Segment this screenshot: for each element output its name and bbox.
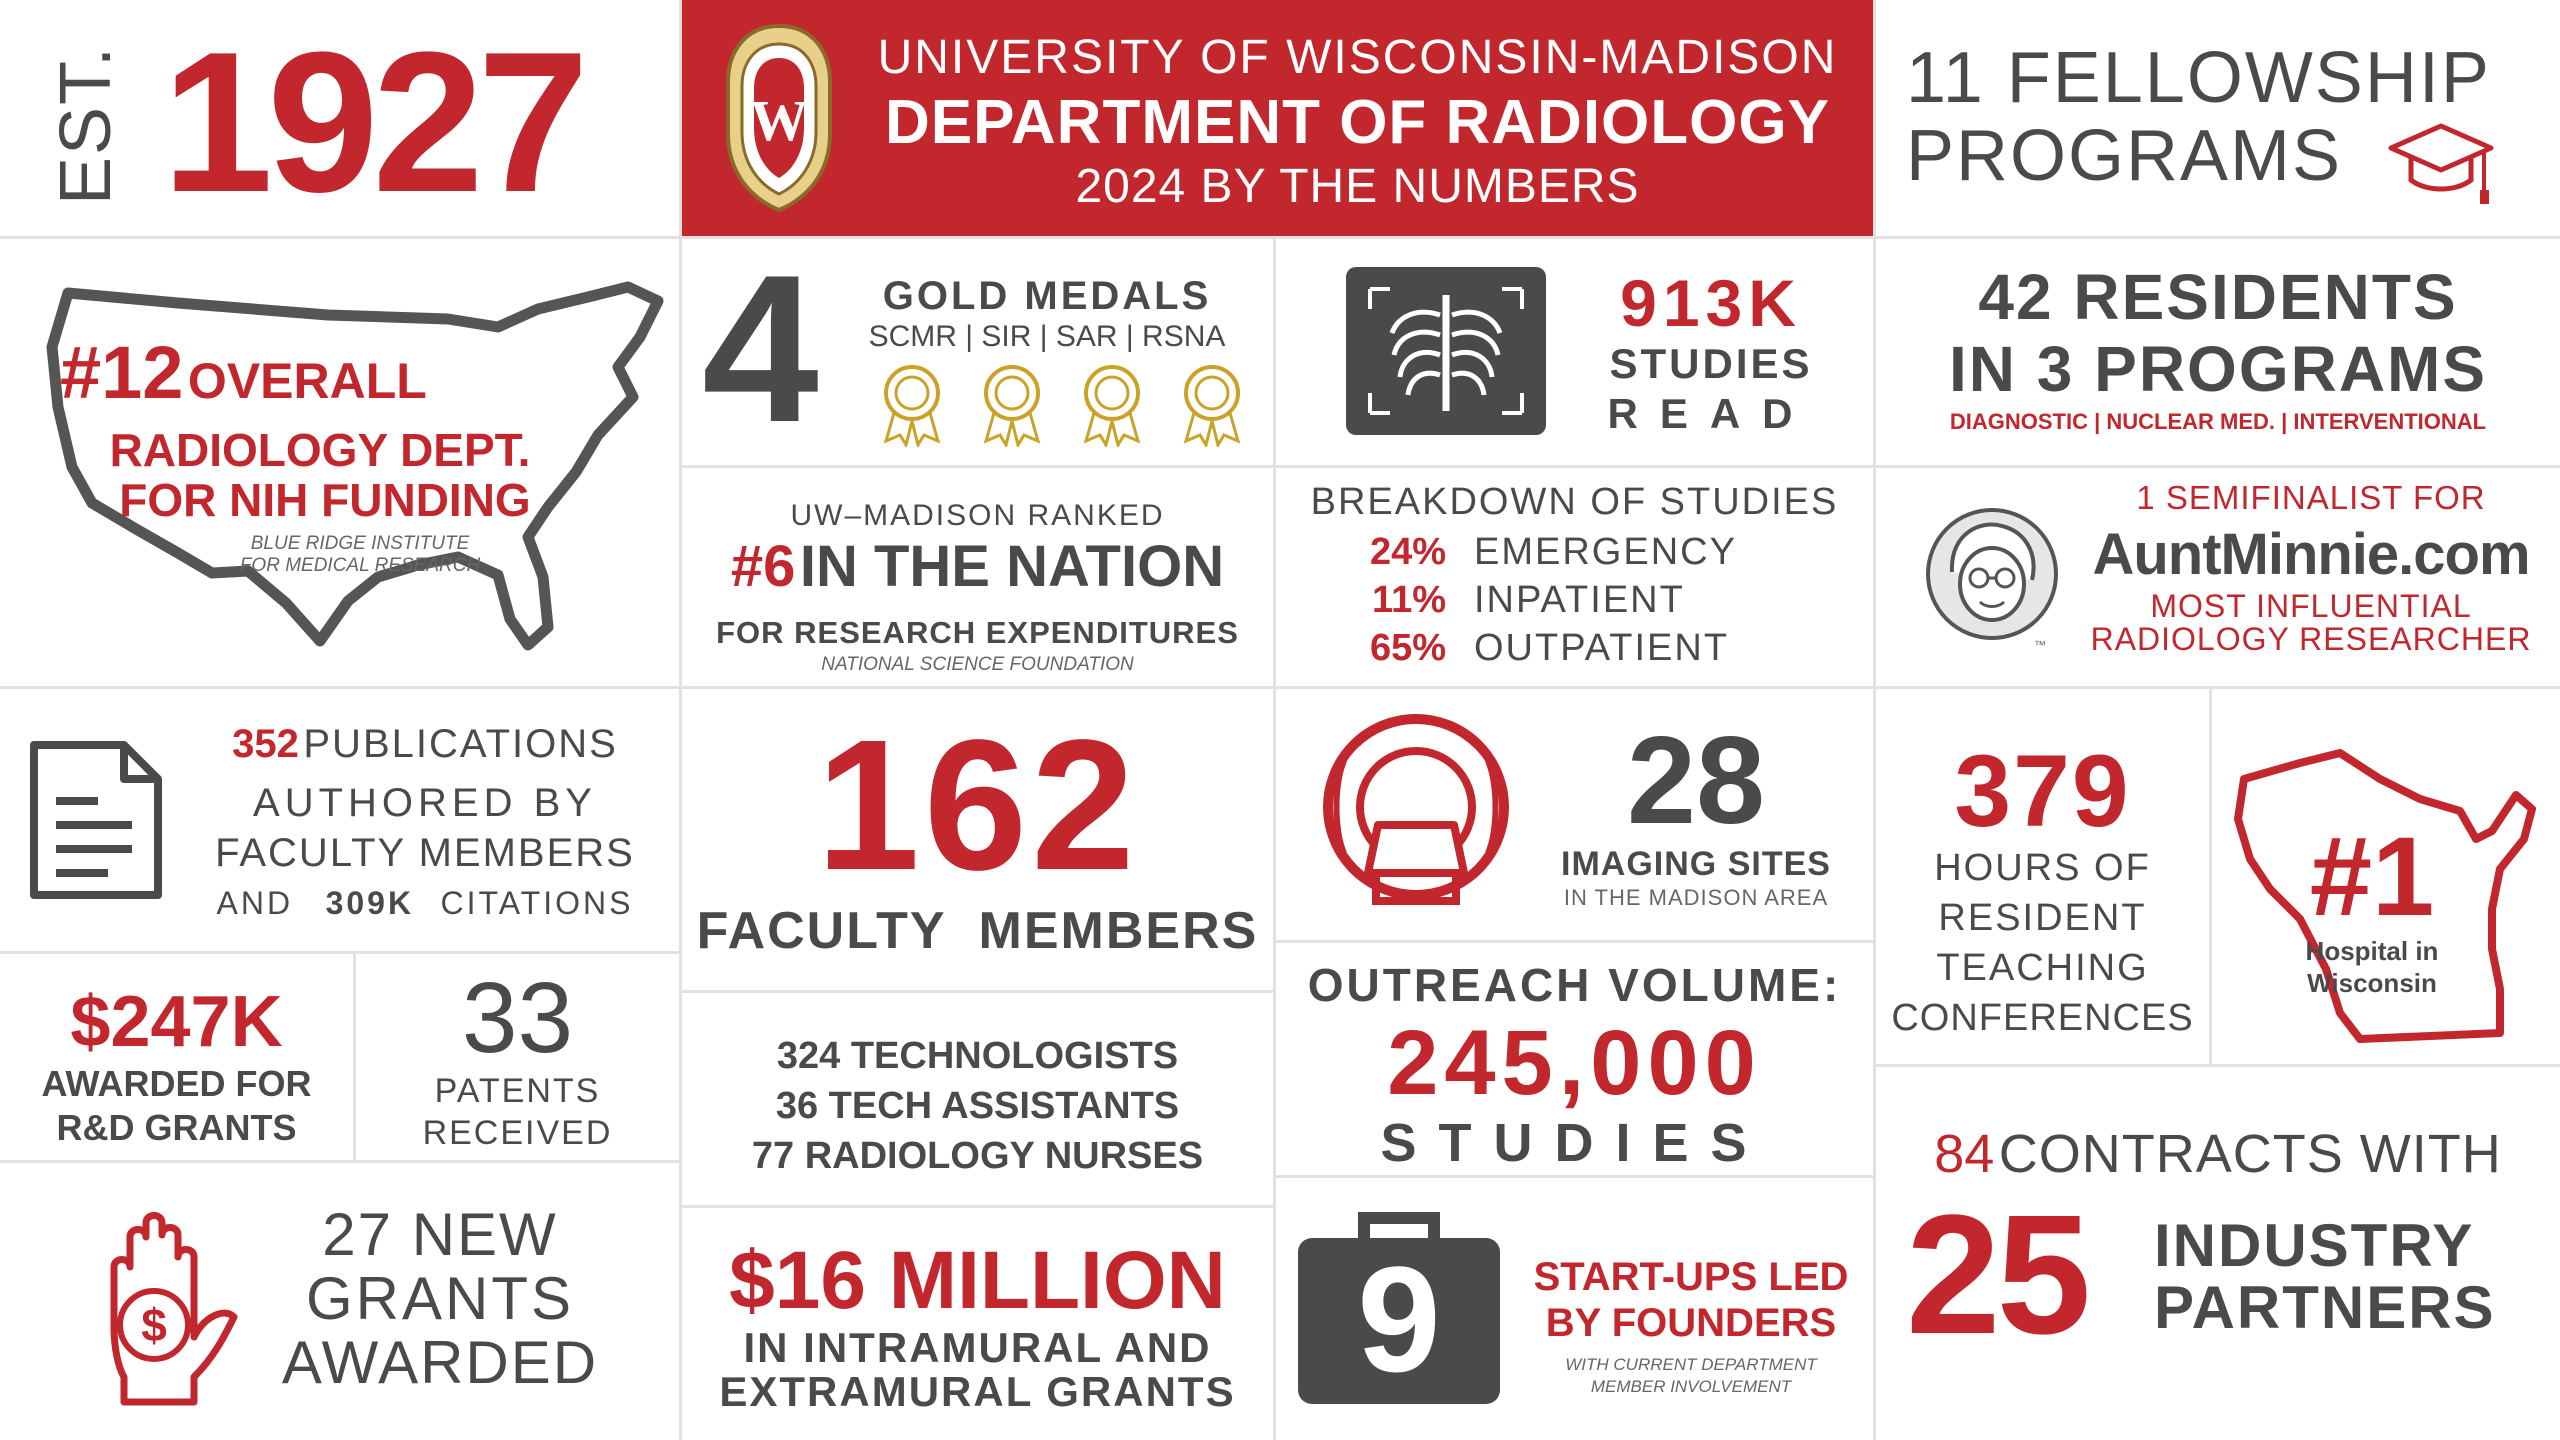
medals-cell: [682, 239, 1273, 465]
contracts-cell: [1876, 1067, 2560, 1440]
graduation-cap-icon: [2386, 120, 2496, 210]
est-cell: [0, 0, 679, 236]
uw-crest: [720, 22, 838, 214]
breakdown-row: [1336, 528, 1737, 576]
medals-count: 4: [702, 239, 819, 465]
residents-cell: [1876, 239, 2560, 465]
publications-and: AND: [216, 885, 294, 921]
imaging-line2: IN THE MADISON AREA: [1563, 885, 1829, 910]
medal-icon: [1072, 361, 1152, 447]
document-icon: [28, 739, 164, 901]
contracts-line3: PARTNERS: [2154, 1274, 2496, 1341]
auntminnie-line1: 1 SEMIFINALIST FOR: [2136, 479, 2486, 516]
hospital-rank: #1: [2309, 814, 2435, 939]
million-line1: IN INTRAMURAL AND: [743, 1324, 1212, 1371]
outreach-cell: [1276, 943, 1873, 1175]
publications-cell: [0, 689, 679, 951]
ranked-cell: [682, 468, 1273, 686]
header-banner: [682, 0, 1873, 236]
faculty-count: 162: [816, 702, 1139, 909]
grants-rd-cell: [0, 954, 353, 1160]
ranked-line2: IN THE NATION: [799, 534, 1225, 599]
hand-money-icon: [84, 1207, 244, 1407]
publications-citations: 309K: [325, 885, 415, 921]
nih-line3: FOR NIH FUNDING: [119, 474, 531, 526]
startups-count: 9: [1357, 1235, 1441, 1403]
publications-citations-label: CITATIONS: [440, 885, 634, 921]
est-year: 1927: [162, 11, 583, 234]
startups-line2: BY FOUNDERS: [1545, 1301, 1837, 1345]
grants-rd-line2: R&D GRANTS: [56, 1107, 297, 1148]
contracts-partners-count: 25: [1906, 1180, 2088, 1370]
publications-count: 352: [232, 722, 299, 766]
new-grants-line3: AWARDED: [281, 1329, 599, 1396]
grants-rd-amount: $247K: [70, 982, 283, 1062]
residents-line1: 42 RESIDENTS: [1978, 261, 2458, 333]
breakdown-label: OUTPATIENT: [1474, 627, 1730, 669]
million-line2: EXTRAMURAL GRANTS: [719, 1368, 1236, 1415]
nih-source2: FOR MEDICAL RESEARCH: [239, 555, 481, 576]
patents-cell: [356, 954, 679, 1160]
ranked-line3: FOR RESEARCH EXPENDITURES: [716, 615, 1239, 650]
imaging-cell: [1276, 689, 1873, 940]
auntminnie-tm: ™: [2034, 638, 2046, 652]
outreach-title: OUTREACH VOLUME:: [1307, 959, 1842, 1011]
staff-technologists: 324 TECHNOLOGISTS: [776, 1035, 1179, 1077]
auntminnie-logo-icon: [1922, 502, 2062, 652]
contracts-line1: CONTRACTS WITH: [1998, 1124, 2502, 1184]
breakdown-label: INPATIENT: [1474, 579, 1685, 621]
outreach-count: 245,000: [1387, 1012, 1762, 1114]
studies-value: 913K: [1620, 266, 1802, 340]
hospital-cell: [2212, 689, 2560, 1064]
medals-subtitle: SCMR | SIR | SAR | RSNA: [868, 320, 1226, 353]
nih-source1: BLUE RIDGE INSTITUTE: [250, 533, 470, 554]
medal-icon: [972, 361, 1052, 447]
ranked-rank: #6: [730, 534, 796, 599]
breakdown-title: BREAKDOWN OF STUDIES: [1310, 481, 1839, 523]
outreach-label: STUDIES: [1380, 1113, 1769, 1173]
hospital-line2: Wisconsin: [2307, 968, 2437, 998]
teaching-line4: CONFERENCES: [1891, 997, 2194, 1039]
breakdown-list: [1336, 528, 1737, 672]
medal-icon: [872, 361, 952, 447]
breakdown-row: [1336, 624, 1737, 672]
mri-scanner-icon: [1316, 713, 1516, 913]
breakdown-pct: 24%: [1369, 531, 1446, 573]
breakdown-pct: 65%: [1369, 627, 1446, 669]
publications-line3: FACULTY MEMBERS: [215, 831, 635, 875]
teaching-line2: RESIDENT: [1938, 897, 2147, 939]
nih-line2: RADIOLOGY DEPT.: [109, 424, 531, 476]
staff-cell: [682, 993, 1273, 1205]
est-label: EST.: [46, 44, 126, 205]
fellowship-cell: [1876, 0, 2560, 236]
million-amount: $16 MILLION: [729, 1235, 1226, 1326]
publications-line2: AUTHORED BY: [253, 781, 597, 825]
contracts-count: 84: [1934, 1124, 1995, 1184]
million-cell: [682, 1208, 1273, 1440]
auntminnie-brand: AuntMinnie.com: [2092, 522, 2530, 587]
ranked-line1: UW–MADISON RANKED: [790, 499, 1165, 532]
auntminnie-cell: [1876, 468, 2560, 686]
teaching-cell: [1876, 689, 2209, 1064]
header-department: DEPARTMENT OF RADIOLOGY: [885, 88, 1830, 157]
teaching-count: 379: [1954, 734, 2131, 848]
studies-line2: READ: [1607, 390, 1815, 437]
grants-rd-line1: AWARDED FOR: [41, 1063, 312, 1104]
startups-cell: [1276, 1178, 1873, 1440]
studies-cell: [1276, 239, 1873, 465]
imaging-line1: IMAGING SITES: [1561, 845, 1831, 883]
startups-note1: WITH CURRENT DEPARTMENT: [1565, 1355, 1817, 1374]
startups-line1: START-UPS LED: [1533, 1255, 1849, 1299]
auntminnie-line3: RADIOLOGY RESEARCHER: [2090, 621, 2532, 657]
staff-nurses: 77 RADIOLOGY NURSES: [751, 1135, 1204, 1177]
teaching-line1: HOURS OF: [1934, 847, 2151, 889]
residents-programs: DIAGNOSTIC | NUCLEAR MED. | INTERVENTIONAL: [1949, 409, 2487, 434]
nih-rank: #12: [60, 331, 184, 414]
medals-title: GOLD MEDALS: [882, 274, 1212, 318]
breakdown-pct: 11%: [1372, 579, 1446, 621]
residents-line2: IN 3 PROGRAMS: [1948, 333, 2488, 405]
dollar-symbol: $: [141, 1299, 167, 1351]
header-subtitle: 2024 BY THE NUMBERS: [1075, 160, 1640, 213]
hospital-line1: Hospital in: [2305, 936, 2439, 966]
patents-count: 33: [461, 962, 574, 1074]
crest-letter: W: [750, 88, 808, 153]
auntminnie-line2: MOST INFLUENTIAL: [2150, 588, 2472, 624]
xray-icon: [1346, 267, 1546, 435]
teaching-line3: TEACHING: [1936, 947, 2149, 989]
startups-note2: MEMBER INVOLVEMENT: [1590, 1377, 1792, 1396]
nih-line1: OVERALL: [187, 353, 427, 409]
breakdown-label: EMERGENCY: [1474, 531, 1737, 573]
new-grants-line1: 27 NEW: [322, 1201, 558, 1268]
breakdown-cell: [1276, 468, 1873, 686]
patents-line2: RECEIVED: [422, 1114, 613, 1152]
faculty-cell: [682, 689, 1273, 990]
studies-line1: STUDIES: [1609, 340, 1813, 387]
nih-cell: [0, 239, 679, 686]
staff-tech-assistants: 36 TECH ASSISTANTS: [775, 1085, 1180, 1127]
faculty-label: FACULTY MEMBERS: [696, 902, 1259, 960]
imaging-count: 28: [1627, 712, 1765, 850]
fellowship-line1: 11 FELLOWSHIP: [1906, 38, 2491, 118]
publications-line1: PUBLICATIONS: [303, 722, 618, 766]
ranked-source: NATIONAL SCIENCE FOUNDATION: [821, 654, 1134, 675]
new-grants-line2: GRANTS: [305, 1265, 575, 1332]
fellowship-line2: PROGRAMS: [1906, 116, 2343, 196]
patents-line1: PATENTS: [434, 1072, 601, 1110]
breakdown-row: [1336, 576, 1737, 624]
contracts-line2: INDUSTRY: [2154, 1212, 2475, 1279]
header-university: UNIVERSITY OF WISCONSIN-MADISON: [877, 31, 1838, 84]
new-grants-cell: [0, 1163, 679, 1440]
medal-icon: [1172, 361, 1252, 447]
